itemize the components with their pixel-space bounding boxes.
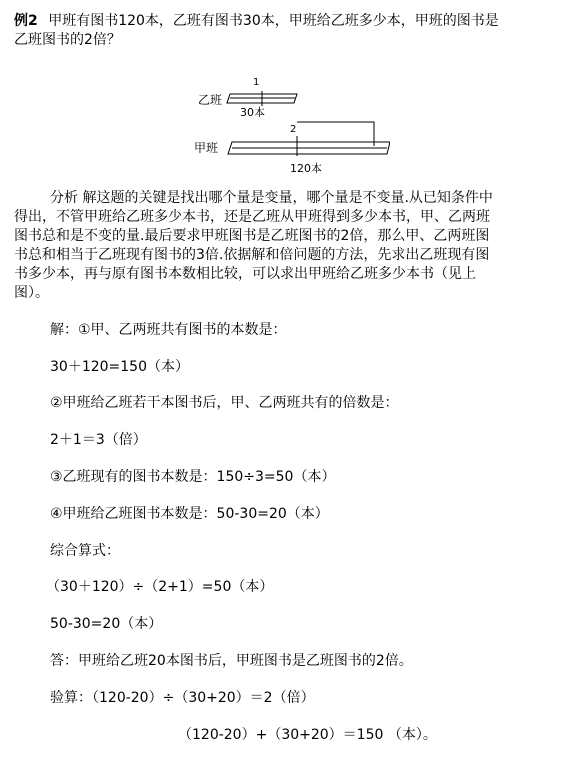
problem-line-2: 乙班图书的2倍？ [14,32,121,48]
analysis-line-6: 图）。 [14,285,49,301]
problem-line-1 [14,12,499,30]
solution-step2-calc: 2＋1＝3（倍） [50,432,147,448]
analysis-line-4: 书总和相当于乙班现有图书的3倍.依据解和倍问题的方法，先求出乙班现有图 [14,247,490,263]
check-1: 验算：（120-20）÷（30+20）＝2（倍） [50,690,315,706]
analysis-line-1: 分析 解这题的关键是找出哪个量是变量，哪个量是不变量.从已知条件中 [50,190,493,206]
mark-2: 2 [290,124,297,135]
line-segment-diagram [190,72,390,177]
solution-step4: ④甲班给乙班图书本数是：50-30=20（本） [50,506,329,522]
example-label: 例2 [14,13,38,29]
combined-formula-2: 50-30=20（本） [50,616,163,632]
solution-step3: ③乙班现有的图书本数是：150÷3=50（本） [50,469,336,485]
answer: 答：甲班给乙班20本图书后，甲班图书是乙班图书的2倍。 [50,653,413,669]
solution-step1-intro: 解：①甲、乙两班共有图书的本数是： [50,322,287,338]
problem-text-1: 甲班有图书120本，乙班有图书30本，甲班给乙班多少本，甲班的图书是 [48,13,499,29]
check-2: （120-20）+（30+20）＝150 （本）。 [178,727,437,743]
solution-step2-intro: ②甲班给乙班若干本图书后，甲、乙两班共有的倍数是： [50,395,399,411]
analysis-line-5: 书多少本，再与原有图书本数相比较，可以求出甲班给乙班多少本书（见上 [14,266,476,282]
solution-step1-calc: 30＋120=150（本） [50,359,189,375]
row-label-yi: 乙班 [198,93,223,107]
analysis-line-2: 得出，不管甲班给乙班多少本书，还是乙班从甲班得到多少本书，甲、乙两班 [14,209,490,225]
label-120: 120本 [290,162,322,175]
label-30: 30本 [240,106,265,119]
mark-1: 1 [253,77,260,88]
row-label-jia: 甲班 [194,141,219,155]
combined-label: 综合算式： [50,543,120,559]
analysis-line-3: 图书总和是不变的量.最后要求甲班图书是乙班图书的2倍，那么甲、乙两班图 [14,228,490,244]
combined-formula-1: （30＋120）÷（2+1）=50（本） [46,579,274,595]
